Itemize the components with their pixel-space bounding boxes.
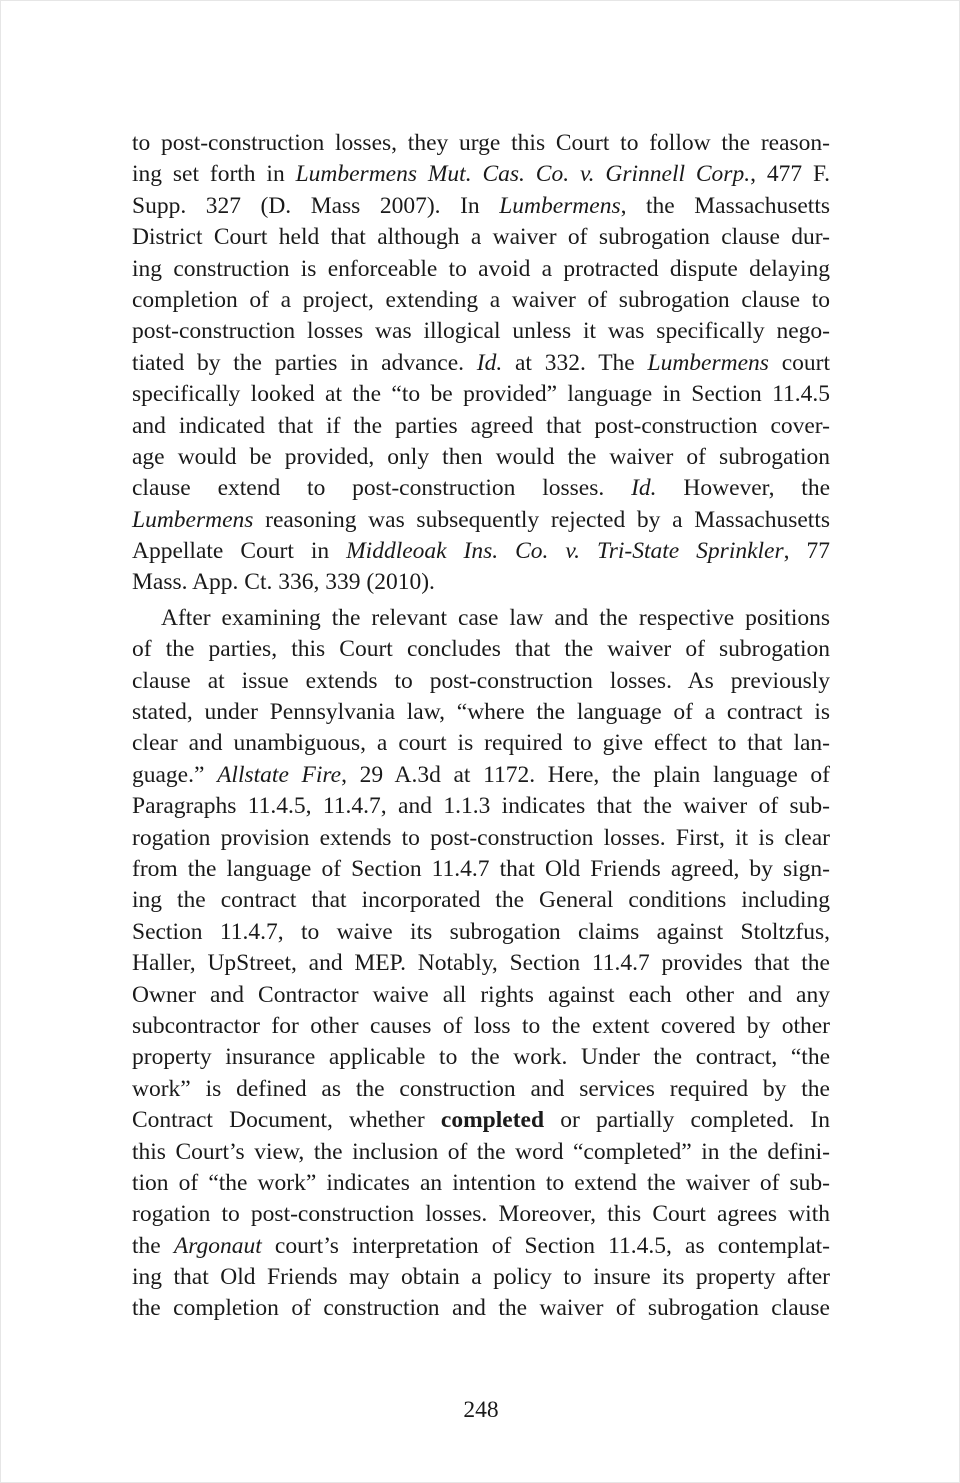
text-line [132, 442, 830, 473]
text-run: , the Massachusetts [620, 192, 831, 219]
text-run: or partially completed. In [544, 1107, 830, 1134]
text-run: post-construction losses was illogical unless it was specifically nego- [132, 318, 830, 345]
text-line [132, 1293, 830, 1324]
text-run: tiated by the parties in advance. [132, 349, 477, 376]
paragraph-1 [132, 128, 830, 599]
text-line [132, 536, 830, 567]
text-line [132, 1231, 830, 1262]
text-run: clause extend to post-construction losses. [132, 475, 632, 502]
text-line [132, 1168, 830, 1199]
text-run: Section 11.4.7, to waive its subrogation claims against Stoltzfus, [132, 918, 830, 945]
text-run: court’s interpretation of Section 11.4.5, as contemplat- [261, 1232, 830, 1259]
text-line [132, 1105, 830, 1136]
text-run: However, the [656, 475, 830, 502]
text-run: Paragraphs 11.4.5, 11.4.7, and 1.1.3 indicates that the waiver of sub- [132, 793, 830, 820]
text-run: clear and unambiguous, a court is required to give effect to that lan- [132, 730, 830, 757]
text-line [132, 1011, 830, 1042]
text-run: ing the contract that incorporated the General conditions including [132, 887, 830, 914]
text-run: , 77 [783, 538, 830, 565]
text-run: Lumbermens [499, 192, 621, 219]
text-run: stated, under Pennsylvania law, “where the language of a contract is [132, 699, 830, 726]
text-line [132, 603, 830, 634]
text-line [132, 1074, 830, 1105]
text-run: Haller, UpStreet, and MEP. Notably, Section 11.4.7 provides that the [132, 950, 830, 977]
text-line [132, 823, 830, 854]
text-line [132, 473, 830, 504]
text-line [132, 728, 830, 759]
text-run: Supp. 327 (D. Mass 2007). In [132, 192, 500, 219]
text-line [132, 159, 830, 190]
text-run: Mass. App. Ct. 336, 339 (2010). [132, 569, 435, 596]
text-run: and indicated that if the parties agreed that post-construction cover- [132, 412, 830, 439]
text-line [132, 885, 830, 916]
text-line [132, 1137, 830, 1168]
text-run: , 29 A.3d at 1172. Here, the plain language of [341, 761, 831, 788]
text-run: at 332. The [502, 349, 648, 376]
text-line [132, 666, 830, 697]
text-line [132, 1262, 830, 1293]
text-line [132, 980, 830, 1011]
text-run: reasoning was subsequently rejected by a Massachusetts [253, 506, 830, 533]
text-line [132, 697, 830, 728]
paragraph-2 [132, 603, 830, 1325]
text-run: specifically looked at the “to be provided” language in Section 11.4.5 [132, 381, 830, 408]
text-run: Lumbermens [132, 506, 254, 533]
text-run: to post-construction losses, they urge this Court to follow the reason- [132, 130, 830, 156]
text-run: Lumbermens [647, 349, 769, 376]
text-run: subcontractor for other causes of loss to the extent covered by other [132, 1012, 830, 1039]
text-run: Id. [476, 349, 503, 376]
text-run: tion of “the work” indicates an intention to extend the waiver of sub- [132, 1169, 830, 1196]
text-run: court [768, 349, 830, 376]
text-run: , 477 F. [750, 161, 831, 188]
text-run: Middleoak Ins. Co. v. Tri-State Sprinkler [346, 538, 784, 565]
text-line [132, 634, 830, 665]
text-line [132, 379, 830, 410]
text-run: District Court held that although a waiver of subrogation clause dur- [132, 224, 830, 251]
text-line [132, 505, 830, 536]
text-run: Lumbermens Mut. Cas. Co. v. Grinnell Corp. [295, 161, 751, 188]
text-run: Owner and Contractor waive all rights against each other and any [132, 981, 830, 1008]
text-run: guage.” [132, 761, 218, 788]
text-run: rogation to post-construction losses. Moreover, this Court agrees with [132, 1201, 830, 1228]
text-line [132, 917, 830, 948]
text-run: completion of a project, extending a waiver of subrogation clause to [132, 286, 830, 313]
text-run: property insurance applicable to the work. Under the contract, “the [132, 1044, 830, 1071]
text-line [132, 791, 830, 822]
text-line [132, 567, 830, 598]
text-run: ing construction is enforceable to avoid a protracted dispute delaying [132, 255, 830, 282]
text-line [132, 1042, 830, 1073]
text-run: clause at issue extends to post-construction losses. As previously [132, 667, 830, 694]
text-run: Appellate Court in [132, 538, 347, 565]
text-run: of the parties, this Court concludes that the waiver of subrogation [132, 636, 830, 663]
text-run: ing that Old Friends may obtain a policy to insure its property after [132, 1264, 830, 1291]
page-number: 248 [463, 1397, 499, 1423]
text-line [132, 854, 830, 885]
text-line [132, 254, 830, 285]
text-line [132, 411, 830, 442]
text-run: rogation provision extends to post-construction losses. First, it is clear [132, 824, 830, 851]
text-line [132, 191, 830, 222]
text-line [132, 348, 830, 379]
text-line [132, 1199, 830, 1230]
text-run: age would be provided, only then would the waiver of subrogation [132, 443, 830, 470]
text-line [132, 222, 830, 253]
text-run: Id. [631, 475, 657, 502]
text-run: this Court’s view, the inclusion of the word “completed” in the defini- [132, 1138, 830, 1165]
text-run: Allstate Fire [217, 761, 342, 788]
text-run: After examining the relevant case law and the respective positions [161, 604, 830, 631]
text-run: work” is defined as the construction and services required by the [132, 1075, 830, 1102]
text-run: from the language of Section 11.4.7 that Old Friends agreed, by sign- [132, 855, 830, 882]
text-line [132, 760, 830, 791]
text-run: Argonaut [173, 1232, 262, 1259]
text-run: Contract Document, whether [132, 1107, 441, 1134]
text-run: completed [440, 1107, 545, 1134]
text-line [132, 128, 830, 159]
text-run: the [132, 1232, 174, 1259]
text-line [132, 948, 830, 979]
text-line [132, 316, 830, 347]
body-text [132, 128, 830, 1325]
text-run: the completion of construction and the waiver of subrogation clause [132, 1295, 830, 1322]
text-line [132, 285, 830, 316]
text-run: ing set forth in [132, 161, 296, 188]
